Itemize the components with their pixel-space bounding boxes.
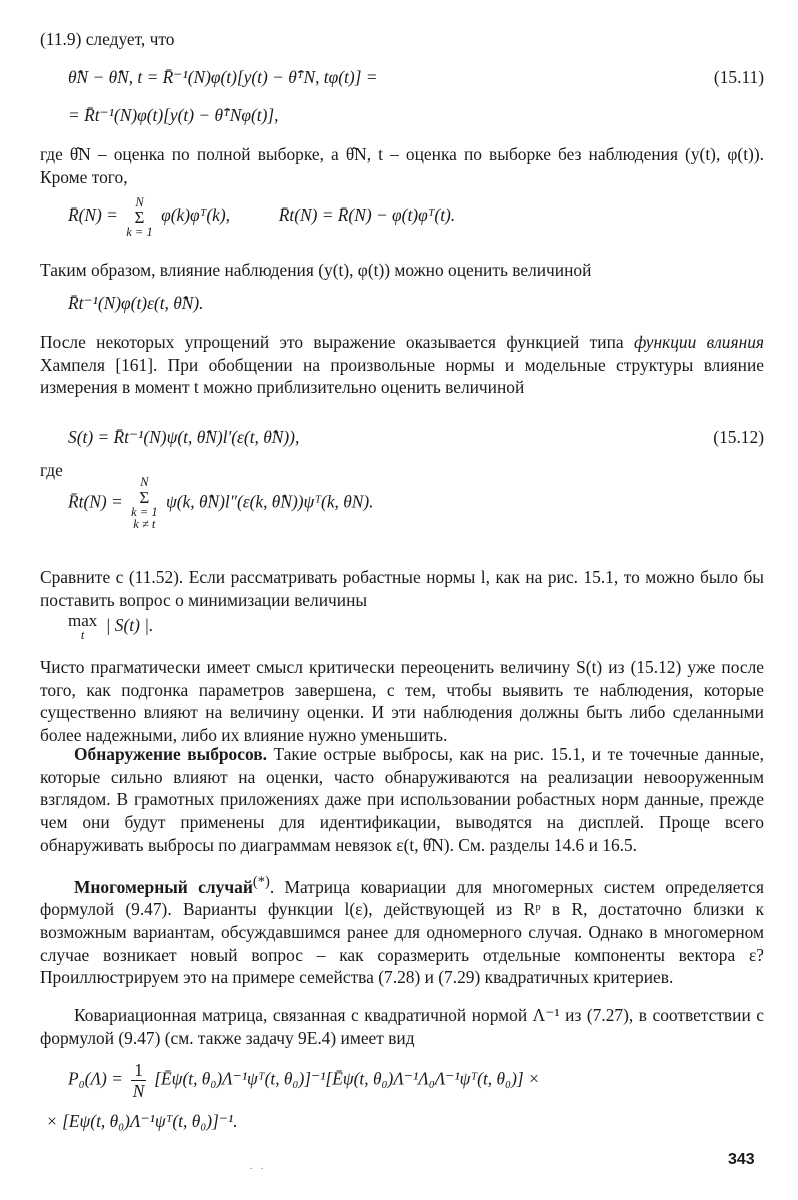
equation-15-12: S(t) = R̄t⁻¹(N)ψ(t, θ̂N)l′(ε(t, θ̂N)),: [68, 427, 300, 447]
equation-p0-line-2: × [Eψ(t, θ₀)Λ⁻¹ψᵀ(t, θ₀)]⁻¹.: [46, 1111, 238, 1131]
equation-15-11-line-2: = R̄t⁻¹(N)φ(t)[y(t) − θ̂ᵀNφ(t)],: [68, 105, 279, 125]
eq2-body: φ(k)φᵀ(k),: [161, 205, 231, 225]
paragraph-covariance: Ковариационная матрица, связанная с квадратичной нормой Λ⁻¹ из (7.27), в соответствии с формулой (9.47) (см. также задачу 9E.4) имеет вид: [40, 1005, 764, 1048]
equation-p0-line-1: [68, 1060, 540, 1101]
scan-dots: . .: [250, 1161, 267, 1172]
eq2-sum: [126, 196, 152, 238]
equation-number-15-11: (15.11): [713, 67, 764, 87]
multivariate-text: . Матрица ковариации для многомерных систем определяется формулой (9.47). Варианты функции l(ε), действующей из Rᵖ в R, достаточно близки к возможным вариантам, обсуждавшимся ранее для одномерного случая. Однако в многомерном случае возникает новый вопрос – как соразмерить отдельные компоненты вектора ε? Проиллюстрируем это на примере семейства (7.28) и (7.29) квадратичных критериев.: [40, 876, 765, 988]
paragraph-influence: Таким образом, влияние наблюдения (y(t), φ(t)) можно оценить величиной: [40, 260, 592, 280]
eq2-lhs: R̄(N) =: [68, 205, 118, 225]
eq6-sub: t: [80, 628, 85, 642]
paragraph-hampel: [40, 331, 764, 399]
equation-influence: R̄t⁻¹(N)φ(t)ε(t, θ̂N).: [68, 293, 204, 313]
eq2-sum-bottom: k = 1: [126, 224, 153, 239]
equation-15-11-line-1: θ̂N − θ̂N, t = R̄⁻¹(N)φ(t)[y(t) − θ̂ᵀN, tφ(t)] =: [68, 67, 378, 87]
paragraph-pragmatic: Чисто прагматически имеет смысл критически переоценить величину S(t) из (15.12) уже после того, как подгонка параметров завершена, с тем, чтобы выявить те наблюдения, которые существенно влияют на величину оценки. И эти наблюдения должны быть либо сделанными более надежными, либо их влияние нужно уменьшить.: [40, 657, 764, 745]
eq7-frac-num: 1: [131, 1060, 146, 1081]
multivariate-heading: Многомерный случай: [74, 876, 253, 897]
eq2-rhs: R̄t(N) = R̄(N) − φ(t)φᵀ(t).: [278, 205, 456, 225]
para3-text-b: Хампеля [161]. При обобщении на произвольные нормы и модельные структуры влияние измерения в момент t можно приблизительно оценить величиной: [40, 354, 764, 398]
eq5-sum-bottom-2: k ≠ t: [133, 517, 156, 531]
eq5-sum: [131, 476, 157, 531]
eq5-body: ψ(k, θ̂N)l″(ε(k, θ̂N))ψᵀ(k, θN).: [165, 491, 374, 512]
eq7-fraction: [131, 1060, 146, 1101]
eq7-frac-den: N: [132, 1081, 145, 1102]
outliers-heading: Обнаружение выбросов.: [74, 744, 267, 764]
intro-line: (11.9) следует, что: [40, 29, 175, 49]
para3-emphasis: функции влияния: [633, 332, 764, 352]
eq5-sum-bottom-1: k = 1: [131, 504, 158, 519]
where-label: где: [40, 460, 63, 480]
eq7-lhs: P₀(Λ) =: [68, 1068, 123, 1089]
page-number: 343: [728, 1151, 755, 1168]
eq7-rest: [Ēψ(t, θ₀)Λ⁻¹ψᵀ(t, θ₀)]⁻¹[Ēψ(t, θ₀)Λ⁻¹Λ₀Λ⁻¹ψᵀ(t, θ₀)] ×: [154, 1068, 540, 1089]
paragraph-estimate-definition: где θ̂N – оценка по полной выборке, а θ̂N, t – оценка по выборке без наблюдения (y(t), φ(t)). Кроме того,: [40, 144, 764, 187]
eq5-sum-top: N: [140, 475, 149, 489]
eq5-lhs: R̄t(N) =: [68, 491, 123, 512]
multivariate-star: (*): [252, 874, 270, 890]
paragraph-compare: Сравните с (11.52). Если рассматривать робастные нормы l, как на рис. 15.1, то можно было бы поставить вопрос о минимизации величины: [40, 567, 764, 610]
paragraph-multivariate: [40, 873, 764, 989]
para3-text-a: После некоторых упрощений это выражение оказывается функцией типа: [40, 332, 634, 352]
eq6-max: max: [68, 611, 98, 630]
outliers-text: Такие острые выбросы, как на рис. 15.1, и те точечные данные, которые сильно влияют на оценки, часто обнаруживаются на реализации невооруженным взглядом. В грамотных приложениях даже при использовании робастных норм данные, прежде чем они будут применены для идентификации, выводятся на дисплей. Проще всего обнаруживать выбросы по диаграммам невязок ε(t, θ̂N). См. разделы 14.6 и 16.5.: [40, 744, 764, 855]
eq2-sum-top: N: [135, 195, 144, 209]
equation-r-bar-t: [68, 476, 374, 531]
eq6-body: | S(t) |.: [105, 614, 154, 635]
equation-number-15-12: (15.12): [713, 427, 764, 447]
equation-r-bar-definition: [68, 196, 455, 238]
equation-max: [68, 612, 153, 642]
eq6-max-block: [68, 612, 97, 642]
eq5-sum-sign: Σ: [139, 487, 150, 507]
eq2-sum-sign: Σ: [134, 207, 145, 227]
paragraph-outliers: [40, 743, 764, 856]
